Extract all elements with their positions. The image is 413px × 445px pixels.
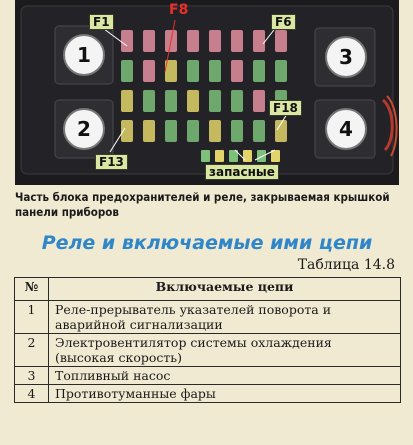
table-row — [15, 301, 401, 334]
relay-table — [14, 277, 401, 403]
fuse — [121, 30, 133, 52]
row-number: 4 — [15, 385, 49, 403]
section-title: Реле и включаемые ими цепи — [41, 232, 373, 254]
fuse — [253, 120, 265, 142]
fuse — [231, 120, 243, 142]
fuse — [275, 60, 287, 82]
label-f8: F8 — [169, 2, 189, 18]
fuse — [165, 120, 177, 142]
fuse — [143, 60, 155, 82]
photo-caption: Часть блока предохранителей и реле, закрываемая крышкой панели приборов — [15, 190, 390, 219]
row-text: Реле-прерыватель указателей поворота и аварийной сигнализации — [49, 301, 401, 334]
fuse — [187, 90, 199, 112]
spare-fuse — [243, 150, 252, 162]
spare-fuse — [257, 150, 266, 162]
label-f6: F6 — [271, 14, 296, 30]
fuse — [231, 90, 243, 112]
fuse — [253, 30, 265, 52]
header-circuits: Включаемые цепи — [49, 278, 401, 301]
table-header-row — [15, 278, 401, 301]
label-f1: F1 — [89, 14, 114, 30]
fuse — [187, 120, 199, 142]
row-text: Электровентилятор системы охлаждения (высокая скорость) — [49, 334, 401, 367]
fuse — [165, 90, 177, 112]
relay-4-number: 4 — [325, 108, 367, 150]
spare-fuse — [215, 150, 224, 162]
table-label: Таблица 14.8 — [297, 257, 395, 273]
table-row — [15, 385, 401, 403]
row-text: Противотуманные фары — [49, 385, 401, 403]
fuse — [143, 120, 155, 142]
relay-3-number: 3 — [325, 36, 367, 78]
table-row — [15, 334, 401, 367]
fuse — [231, 30, 243, 52]
fuse — [209, 60, 221, 82]
fuse-box-illustration — [15, 0, 399, 185]
row-number: 1 — [15, 301, 49, 334]
header-number: № — [15, 278, 49, 301]
fuse — [209, 120, 221, 142]
fuse — [143, 90, 155, 112]
fuse — [253, 60, 265, 82]
fuse — [121, 60, 133, 82]
spare-fuse — [201, 150, 210, 162]
relay-2-number: 2 — [63, 108, 105, 150]
fuse — [187, 60, 199, 82]
row-number: 2 — [15, 334, 49, 367]
fuse — [275, 30, 287, 52]
table-row — [15, 367, 401, 385]
row-text: Топливный насос — [49, 367, 401, 385]
fuse — [143, 30, 155, 52]
fuse — [209, 90, 221, 112]
label-f13: F13 — [95, 154, 128, 170]
fuse — [121, 90, 133, 112]
fuse — [231, 60, 243, 82]
relay-1-number: 1 — [63, 34, 105, 76]
label-spare: запасные — [205, 164, 279, 180]
fuse — [187, 30, 199, 52]
fuse — [253, 90, 265, 112]
row-number: 3 — [15, 367, 49, 385]
label-f18: F18 — [269, 100, 302, 116]
fuse-box-photo — [15, 0, 399, 185]
fuse — [209, 30, 221, 52]
